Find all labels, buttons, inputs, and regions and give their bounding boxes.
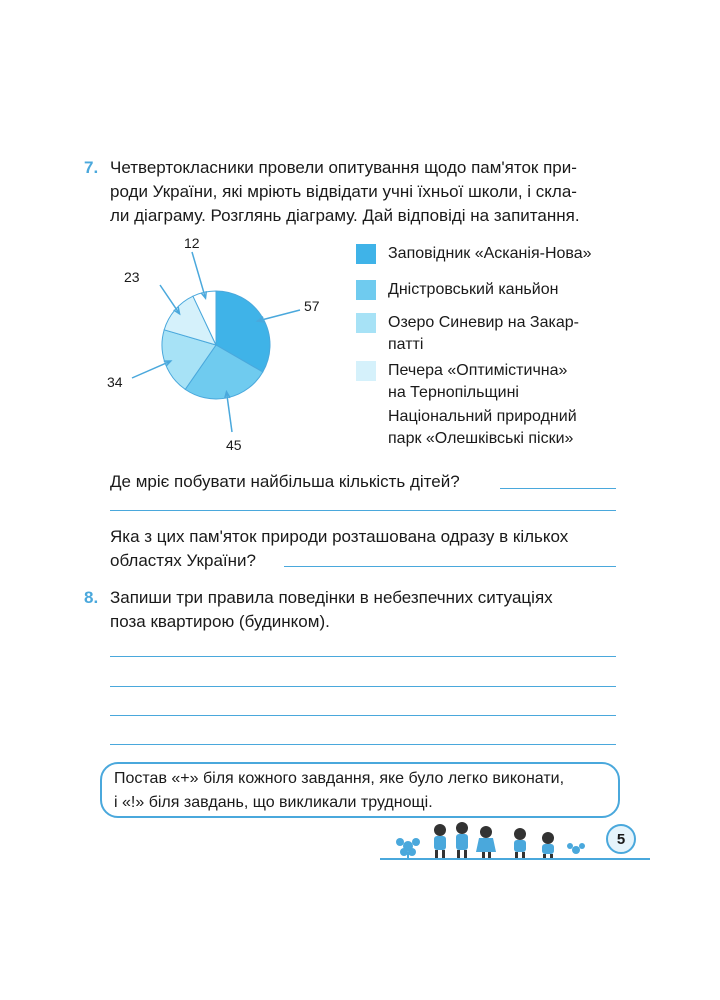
answer-line-1b[interactable] [110, 510, 616, 511]
task-8-text-line-1: Запиши три правила поведінки в небезпечних ситуаціях [110, 588, 553, 607]
pie-slice-5 [193, 291, 216, 345]
child-figure-icon [434, 824, 446, 858]
legend-label-4b: на Тернопільщині [388, 384, 519, 401]
legend-label-5a: Національний природний [388, 408, 577, 425]
page-number-badge [606, 824, 636, 854]
pie-pointer-arrowhead-4 [174, 307, 180, 314]
pie-pointer-arrowhead-2 [225, 392, 230, 399]
ground-line [380, 858, 650, 860]
task-7-text-line-1: Четвертокласники провели опитування щодо пам'яток при- [110, 158, 577, 177]
note-line-1: Постав «+» біля кожного завдання, яке було легко виконати, [114, 770, 565, 787]
legend-label-3a: Озеро Синевир на Закар- [388, 314, 579, 331]
pie-pointer-arrowhead-3 [164, 361, 171, 366]
legend-label-3b: патті [388, 336, 424, 353]
legend-label-1: Заповідник «Асканія-Нова» [388, 245, 592, 262]
flower-icon [567, 843, 585, 854]
child-figure-icon [476, 826, 496, 858]
pie-value-label-23: 23 [124, 269, 140, 285]
question-2-line-2: областях України? [110, 551, 256, 570]
task-7-number: 7. [84, 158, 99, 177]
answer-line-6[interactable] [110, 744, 616, 745]
pie-value-label-12: 12 [184, 235, 200, 251]
pie-slice-3 [162, 330, 216, 390]
pie-pointer-arrow-3 [132, 361, 171, 378]
legend-swatch-3 [356, 313, 376, 333]
legend-label-5b: парк «Олешківські піски» [388, 430, 574, 447]
legend-swatch-5 [356, 408, 376, 428]
pie-slice-1 [216, 291, 270, 372]
legend-swatch-2 [356, 280, 376, 300]
question-1: Де мріє побувати найбільша кількість дітей? [110, 472, 460, 491]
pie-pointer-arrow-1 [258, 310, 300, 321]
answer-line-1a[interactable] [500, 488, 616, 489]
pie-value-label-45: 45 [226, 437, 242, 453]
child-figure-icon [456, 822, 468, 858]
task-8-number: 8. [84, 588, 99, 607]
task-8-text-line-2: поза квартирою (будинком). [110, 612, 330, 631]
answer-line-4[interactable] [110, 686, 616, 687]
pie-value-label-34: 34 [107, 374, 123, 390]
pie-slice-4 [164, 296, 216, 345]
question-2-line-1: Яка з цих пам'яток природи розташована одразу в кількох [110, 527, 569, 546]
pie-slice-2 [185, 345, 263, 399]
legend-swatch-1 [356, 244, 376, 264]
pie-pointer-arrow-4 [160, 285, 180, 314]
legend-label-2: Дністровський каньйон [388, 281, 559, 298]
pie-pointer-arrowhead-1 [258, 317, 265, 322]
legend-swatch-4 [356, 361, 376, 381]
task-7-text-line-3: ли діаграму. Розглянь діаграму. Дай відповіді на запитання. [110, 206, 580, 225]
pie-pointer-arrow-2 [226, 392, 232, 432]
self-assessment-note [100, 762, 620, 818]
note-line-2: і «!» біля завдань, що викликали труднощі. [114, 794, 433, 811]
answer-line-5[interactable] [110, 715, 616, 716]
flower-icon [396, 838, 420, 860]
answer-line-2[interactable] [284, 566, 616, 567]
page-number: 5 [616, 830, 626, 848]
task-7-text-line-2: роди України, які мріють відвідати учні їхньої школи, і скла- [110, 182, 577, 201]
legend-label-4a: Печера «Оптимістична» [388, 362, 568, 379]
pie-pointer-arrowhead-5 [201, 291, 206, 298]
pie-value-label-57: 57 [304, 298, 320, 314]
pie-pointer-arrow-5 [192, 252, 206, 298]
answer-line-3[interactable] [110, 656, 616, 657]
child-figure-icon [542, 832, 554, 858]
child-figure-icon [514, 828, 526, 858]
